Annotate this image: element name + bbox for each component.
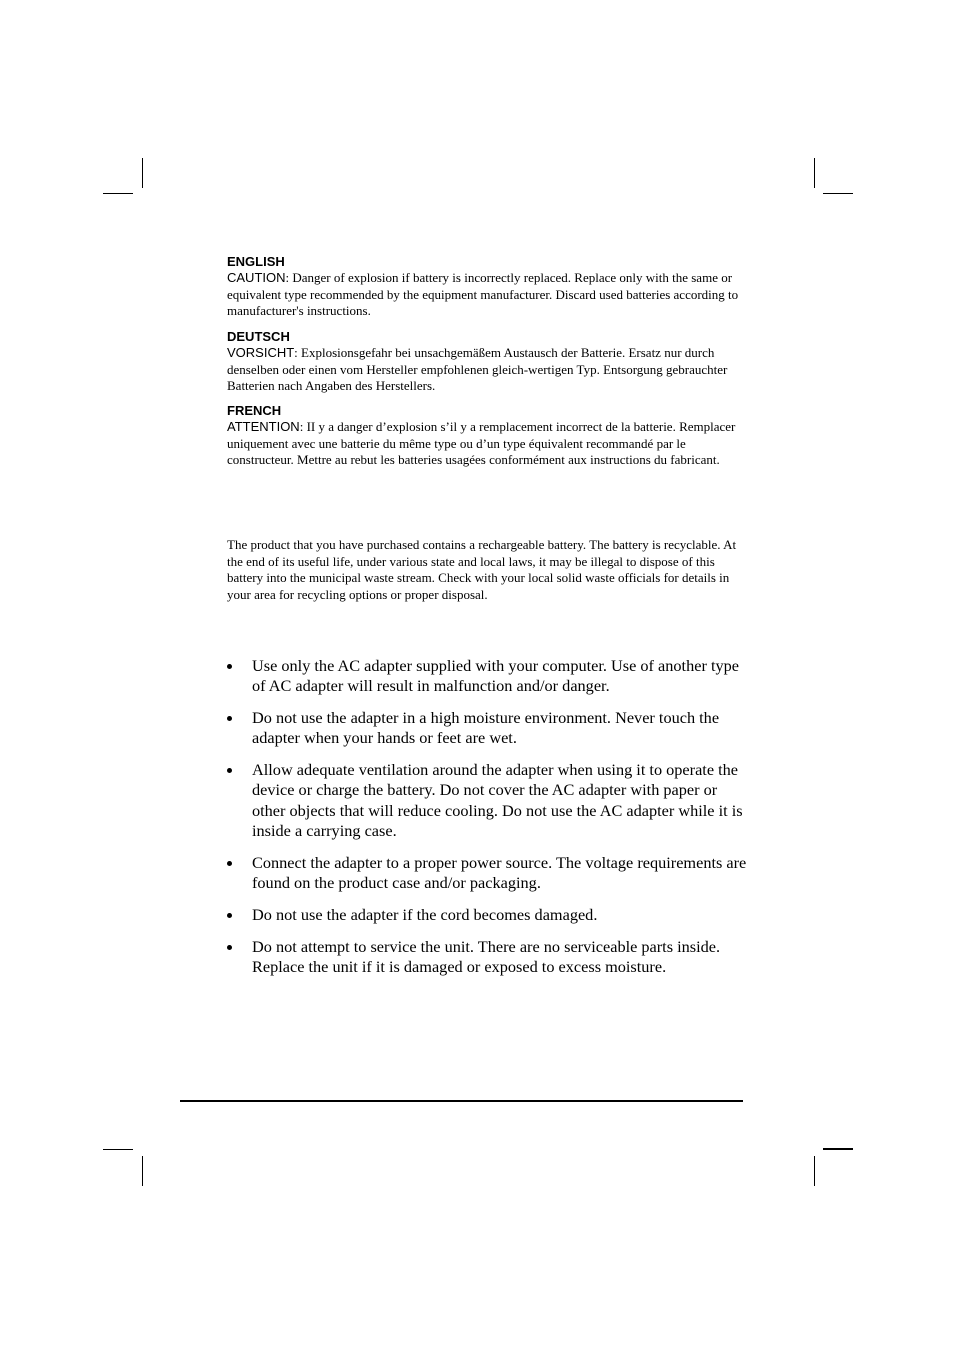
- recycling-notice: [227, 537, 747, 603]
- list-item: [227, 853, 747, 894]
- adapter-safety-list: [227, 656, 747, 989]
- footer-rule: [180, 1100, 743, 1102]
- list-item: [227, 937, 747, 978]
- caution-label: VORSICHT: [227, 345, 295, 360]
- crop-mark-top-right-horizontal: [823, 193, 853, 194]
- bullet-icon: [227, 861, 232, 866]
- section-heading: DEUTSCH: [227, 329, 290, 344]
- list-item-text: Connect the adapter to a proper power source. The voltage requirements are found on the product case and/or packaging.: [252, 852, 747, 893]
- caution-label: CAUTION: [227, 270, 286, 285]
- section-paragraph: [227, 270, 747, 320]
- crop-mark-top-left-vertical: [142, 158, 143, 188]
- section-french: [227, 403, 747, 469]
- list-item: [227, 760, 747, 841]
- crop-mark-bottom-left-vertical: [142, 1156, 143, 1186]
- list-item-text: Do not use the adapter if the cord becomes damaged.: [252, 904, 598, 924]
- crop-mark-bottom-right-vertical: [814, 1156, 815, 1186]
- bullet-icon: [227, 945, 232, 950]
- section-paragraph: [227, 419, 747, 469]
- crop-mark-bottom-left-horizontal: [103, 1149, 133, 1150]
- section-deutsch: [227, 329, 747, 395]
- section-paragraph: [227, 345, 747, 395]
- recycling-paragraph: The product that you have purchased contains a rechargeable battery. The battery is recyclable. At the end of its useful life, under various state and local laws, it may be illegal to dispose of this battery into the municipal waste stream. Check with your local solid waste officials for details in your area for recycling options or proper disposal.: [227, 537, 737, 602]
- crop-mark-top-left-horizontal: [103, 193, 133, 194]
- crop-mark-top-right-vertical: [814, 158, 815, 188]
- list-item-text: Allow adequate ventilation around the adapter when using it to operate the device or charge the battery. Do not cover the AC adapter with paper or other objects that will reduce cooling. Do not use the AC adapter while it is inside a carrying case.: [252, 760, 743, 841]
- caution-text: : Explosionsgefahr bei unsachgemäßem Austausch der Batterie. Ersatz nur durch denselben oder einen vom Hersteller empfohlenen gleich-wertigen Typ. Entsorgung gebrauchter Batterien nach Angaben des Herstellers.: [227, 345, 728, 394]
- list-item: [227, 656, 747, 697]
- bullet-icon: [227, 913, 232, 918]
- list-item-text: Do not attempt to service the unit. There are no serviceable parts inside. Replace the unit if it is damaged or exposed to excess moisture.: [252, 936, 721, 977]
- crop-mark-bottom-right-horizontal: [823, 1148, 853, 1150]
- section-english: [227, 254, 747, 320]
- bullet-icon: [227, 768, 232, 773]
- caution-text: : Danger of explosion if battery is incorrectly replaced. Replace only with the same or equivalent type recommended by the equipment manufacturer. Discard used batteries according to manufacturer's instructions.: [227, 270, 739, 319]
- list-item: [227, 708, 747, 749]
- list-item-text: Do not use the adapter in a high moisture environment. Never touch the adapter when your hands or feet are wet.: [252, 708, 720, 748]
- bullet-icon: [227, 716, 232, 721]
- caution-label: ATTENTION: [227, 419, 300, 434]
- section-heading: ENGLISH: [227, 254, 285, 269]
- section-heading: FRENCH: [227, 403, 282, 418]
- list-item: [227, 905, 747, 925]
- caution-text: : II y a danger d’explosion s’il y a remplacement incorrect de la batterie. Remplacer uniquement avec une batterie du même type ou d’un type équivalent recommandé par le constructeur. Mettre au rebut les batteries usagées conformément aux instructions du fabricant.: [227, 419, 736, 468]
- bullet-icon: [227, 664, 232, 669]
- list-item-text: Use only the AC adapter supplied with your computer. Use of another type of AC adapter will result in malfunction and/or danger.: [252, 656, 739, 696]
